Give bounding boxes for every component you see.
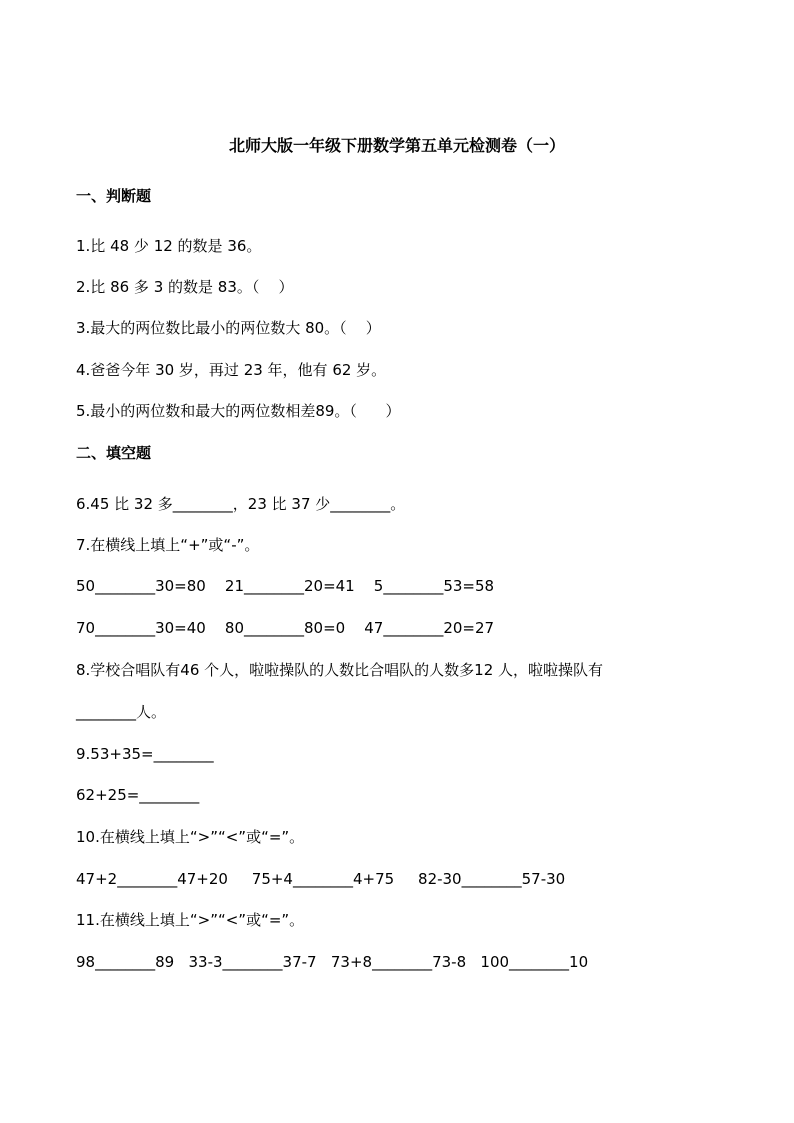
question-8-line-1: 8.学校合唱队有46 个人，啦啦操队的人数比合唱队的人数多12 人，啦啦操队有 <box>76 661 604 679</box>
question-9-line-2: 62+25=________ <box>76 786 200 804</box>
question-5: 5.最小的两位数和最大的两位数相差89。（ ） <box>76 402 401 420</box>
question-7-row-2: 70________30=40 80________80=0 47________20=27 <box>76 619 495 637</box>
question-7-row-1: 50________30=80 21________20=41 5________53=58 <box>76 577 495 595</box>
question-4: 4.爸爸今年 30 岁，再过 23 年，他有 62 岁。 <box>76 361 387 379</box>
page-title: 北师大版一年级下册数学第五单元检测卷（一） <box>228 136 565 155</box>
question-3: 3.最大的两位数比最小的两位数大 80。（ ） <box>76 319 381 337</box>
question-10-row: 47+2________47+20 75+4________4+75 82-30________57-30 <box>76 870 566 888</box>
question-11-prompt: 11.在横线上填上“>”“<”或“=”。 <box>76 911 305 929</box>
question-10-prompt: 10.在横线上填上“>”“<”或“=”。 <box>76 828 305 846</box>
question-7-prompt: 7.在横线上填上“+”或“-”。 <box>76 536 260 554</box>
question-1: 1.比 48 少 12 的数是 36。 <box>76 237 262 255</box>
section-heading-fill-in: 二、填空题 <box>76 444 152 462</box>
question-9-line-1: 9.53+35=________ <box>76 745 214 763</box>
question-6: 6.45 比 32 多________，23 比 37 少________。 <box>76 495 406 513</box>
section-heading-judgement: 一、判断题 <box>76 187 152 205</box>
question-11-row: 98________89 33-3________37-7 73+8________73-8 100________10 <box>76 953 589 971</box>
question-2: 2.比 86 多 3 的数是 83。（ ） <box>76 278 294 296</box>
question-8-line-2: ________人。 <box>76 703 167 721</box>
